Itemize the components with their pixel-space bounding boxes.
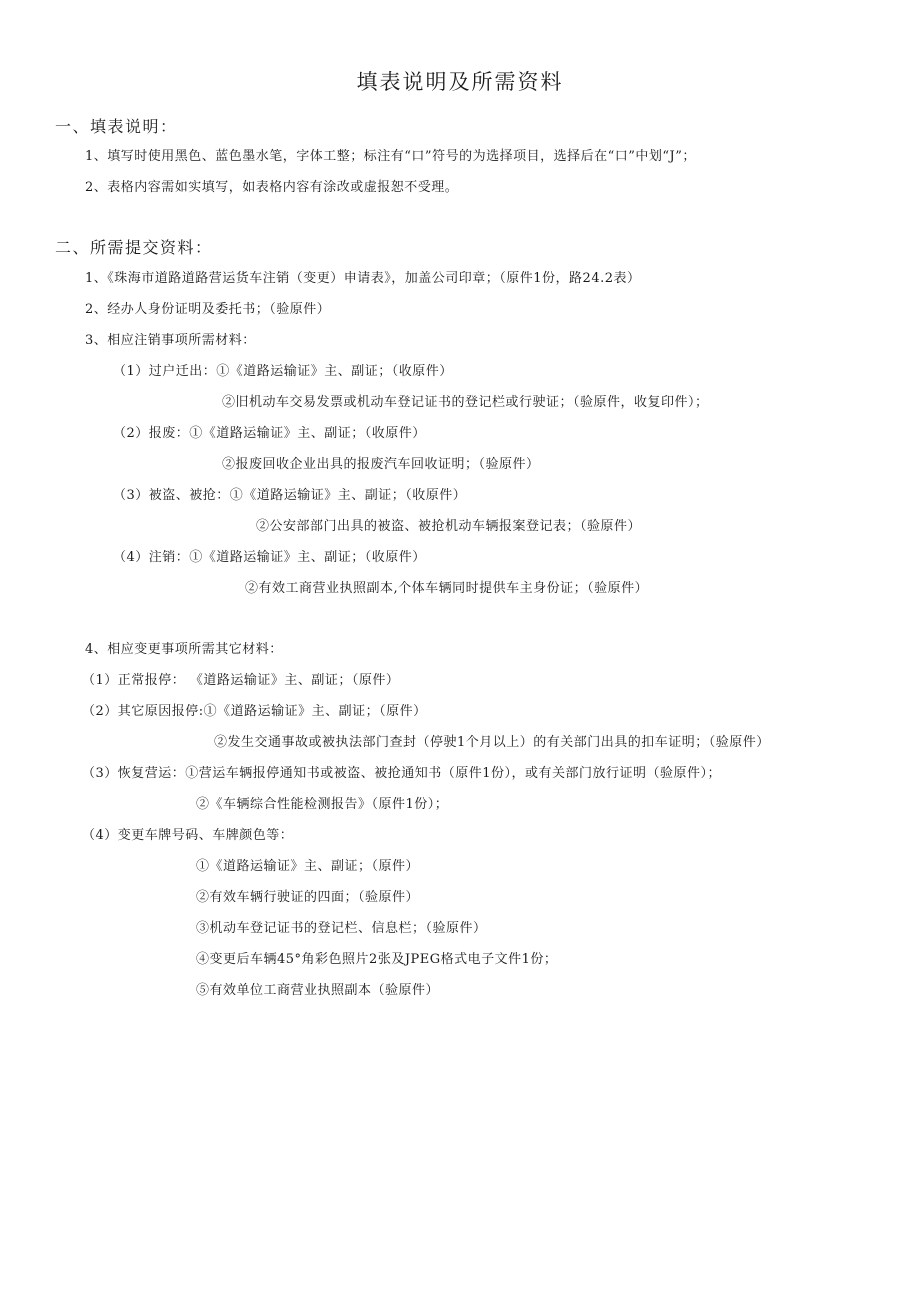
change-plate-item-2: ②有效车辆行驶证的四面；（验原件）: [196, 890, 420, 905]
instruction-item-2: 2、表格内容需如实填写，如表格内容有涂改或虚报恕不受理。: [85, 180, 459, 195]
change-plate-item-3: ③机动车登记证书的登记栏、信息栏；（验原件）: [196, 921, 487, 936]
material-item-3-label: 3、相应注销事项所需材料：: [85, 333, 256, 348]
change-plate-item-4: ④变更后车辆45°角彩色照片2张及JPEG格式电子文件1份；: [196, 952, 558, 967]
section-heading-instructions: 一、填表说明：: [55, 117, 178, 136]
material-item-2: 2、经办人身份证明及委托书；（验原件）: [85, 302, 331, 317]
change-other-suspend-line-b: ②发生交通事故或被执法部门查封（停驶1个月以上）的有关部门出具的扣车证明；（验原件）: [214, 735, 770, 750]
cancel-stolen-line-b: ②公安部部门出具的被盗、被抢机动车辆报案登记表；（验原件）: [256, 519, 642, 534]
cancel-scrap-line-b: ②报废回收企业出具的报废汽车回收证明；（验原件）: [222, 457, 540, 472]
page-title: 填表说明及所需资料: [356, 70, 564, 94]
cancel-deregister-line: （4）注销：①《道路运输证》主、副证；（收原件）: [113, 550, 426, 565]
change-plate-item-5: ⑤有效单位工商营业执照副本（验原件）: [196, 983, 440, 998]
instruction-item-1: 1、填写时使用黑色、蓝色墨水笔，字体工整；标注有“口”符号的为选择项目，选择后在“口”中划“J”；: [85, 149, 696, 164]
cancel-transfer-line-b: ②旧机动车交易发票或机动车登记证书的登记栏或行驶证；（验原件，收复印件）；: [222, 395, 709, 410]
change-resume-line-b: ②《车辆综合性能检测报告》（原件1份）；: [196, 797, 449, 812]
change-other-suspend-line: （2）其它原因报停:①《道路运输证》主、副证；（原件）: [82, 704, 427, 719]
change-suspend-line: （1）正常报停： 《道路运输证》主、副证；（原件）: [82, 673, 400, 688]
material-item-1: 1、《珠海市道路道路营运货车注销（变更）申请表》，加盖公司印章；（原件1份，路24.2表）: [85, 271, 641, 286]
cancel-stolen-line: （3）被盗、被抢：①《道路运输证》主、副证；（收原件）: [113, 488, 467, 503]
material-item-4-label: 4、相应变更事项所需其它材料：: [85, 642, 283, 657]
change-plate-item-1: ①《道路运输证》主、副证；（原件）: [196, 859, 420, 874]
cancel-deregister-line-b: ②有效工商营业执照副本,个体车辆同时提供车主身份证；（验原件）: [245, 581, 649, 596]
change-resume-line: （3）恢复营运：①营运车辆报停通知书或被盗、被抢通知书（原件1份），或有关部门放行证明（验原件）；: [82, 766, 722, 781]
cancel-scrap-line: （2）报废：①《道路运输证》主、副证；（收原件）: [113, 426, 426, 441]
change-plate-label: （4）变更车牌号码、车牌颜色等：: [82, 828, 294, 843]
section-heading-materials: 二、所需提交资料：: [55, 238, 213, 257]
cancel-transfer-line: （1）过户迁出：①《道路运输证》主、副证；（收原件）: [113, 364, 453, 379]
